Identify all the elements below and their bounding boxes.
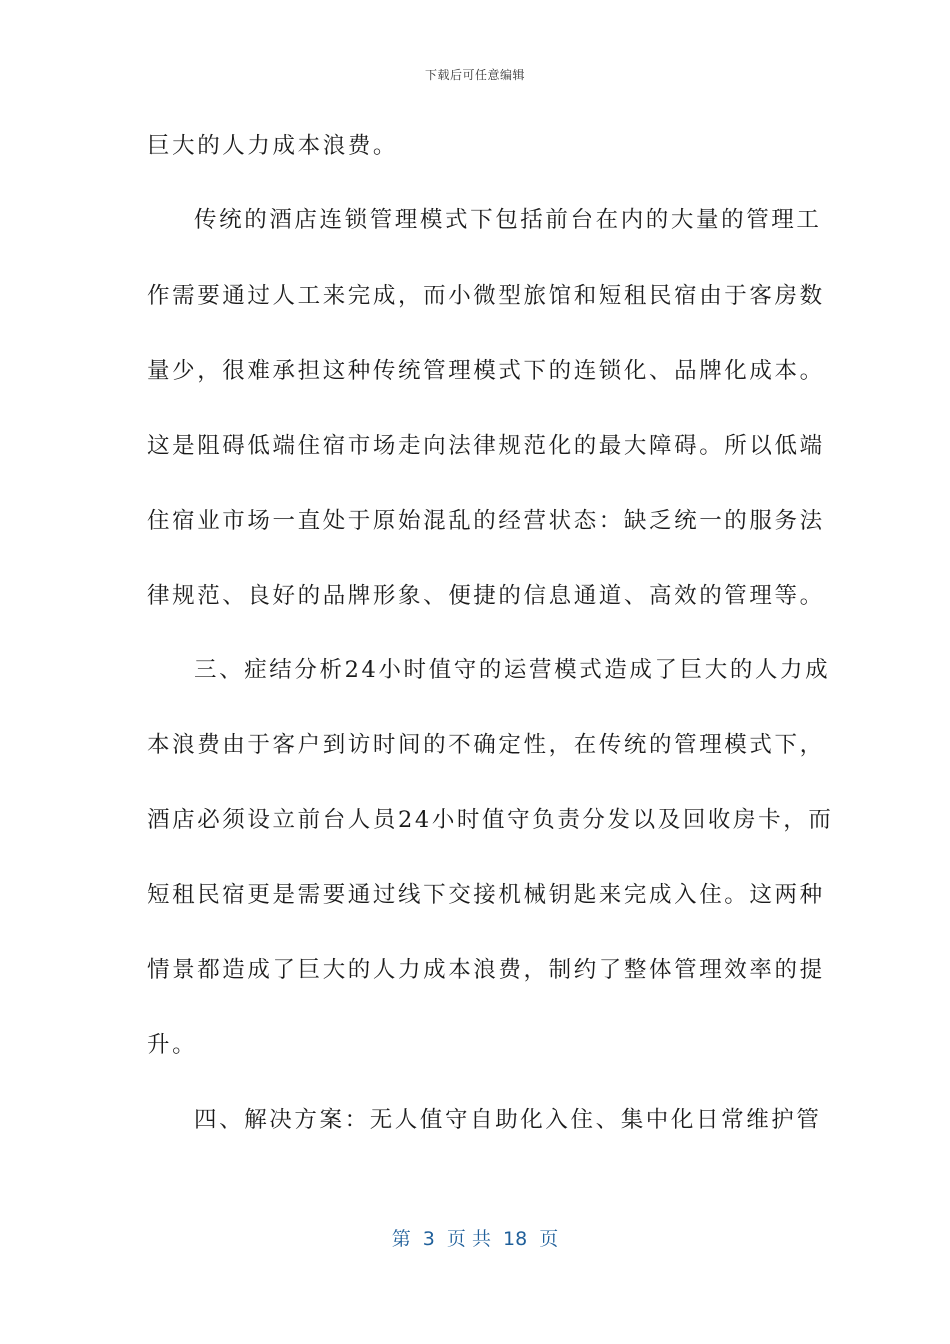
text-line: 传统的酒店连锁管理模式下包括前台在内的大量的管理工 <box>194 207 822 233</box>
page-number-footer: 第 3 页 共 18 页 <box>391 1228 559 1250</box>
text-line: 住宿业市场一直处于原始混乱的经营状态：缺乏统一的服务法 <box>147 508 825 534</box>
text-line: 短租民宿更是需要通过线下交接机械钥匙来完成入住。这两种 <box>147 882 825 908</box>
text-line: 量少，很难承担这种传统管理模式下的连锁化、品牌化成本。 <box>147 358 825 384</box>
text-line: 情景都造成了巨大的人力成本浪费，制约了整体管理效率的提 <box>147 957 825 983</box>
text-line: 这是阻碍低端住宿市场走向法律规范化的最大障碍。所以低端 <box>147 433 825 459</box>
text-line: 作需要通过人工来完成，而小微型旅馆和短租民宿由于客房数 <box>147 283 825 309</box>
text-line: 巨大的人力成本浪费。 <box>147 133 399 159</box>
text-line: 酒店必须设立前台人员24小时值守负责分发以及回收房卡，而 <box>147 807 834 833</box>
text-line: 升。 <box>147 1032 198 1058</box>
text-line: 本浪费由于客户到访时间的不确定性，在传统的管理模式下， <box>147 732 825 758</box>
text-line: 四、解决方案：无人值守自助化入住、集中化日常维护管 <box>194 1107 822 1133</box>
page-header: 下载后可任意编辑 <box>424 68 525 82</box>
text-line: 律规范、良好的品牌形象、便捷的信息通道、高效的管理等。 <box>147 583 825 609</box>
text-line: 三、症结分析24小时值守的运营模式造成了巨大的人力成 <box>194 657 831 683</box>
